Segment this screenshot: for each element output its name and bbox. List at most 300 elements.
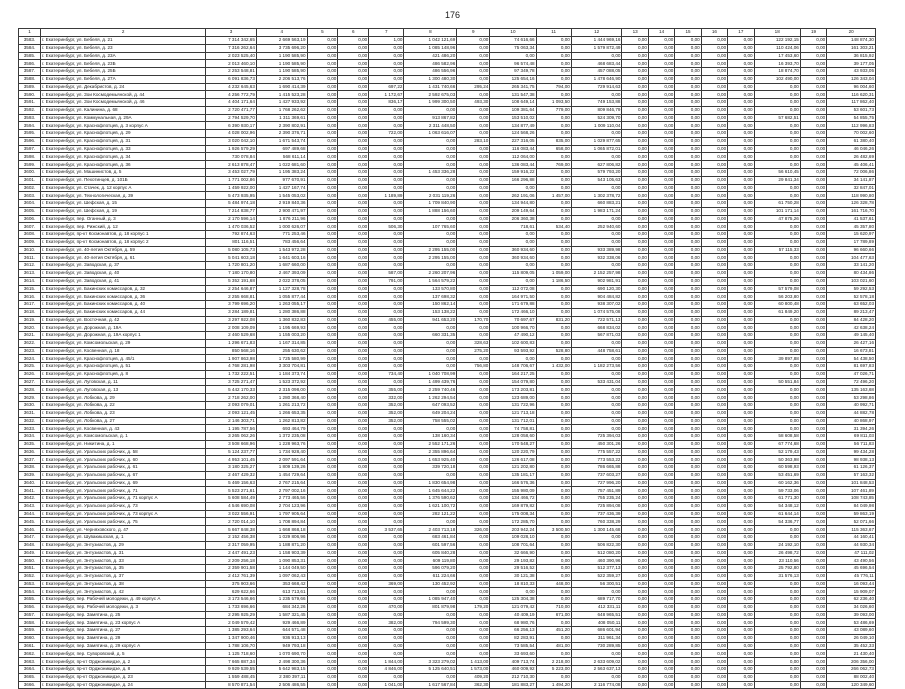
- amount-cell: 0,00: [622, 347, 648, 355]
- amount-cell: 775 557,22: [571, 448, 622, 456]
- amount-cell: 0,00: [457, 425, 490, 433]
- address-cell: г. Екатеринбург, ул. Шефская, д. 15: [41, 200, 206, 208]
- amount-cell: 0,00: [754, 347, 800, 355]
- amount-cell: 0,00: [675, 541, 701, 549]
- amount-cell: 1 478 646,90: [571, 75, 622, 83]
- amount-cell: 1 195 383,24: [256, 169, 307, 177]
- amount-cell: 0,00: [536, 254, 571, 262]
- amount-cell: 1 090 853,31: [256, 557, 307, 565]
- amount-cell: 794 599,30: [404, 619, 457, 627]
- table-row: [19, 207, 876, 215]
- address-cell: г. Екатеринбург, ул. Луговская, д. 13: [41, 386, 206, 394]
- amount-cell: 0,00: [369, 324, 404, 332]
- amount-cell: 2 797 002,16: [256, 487, 307, 495]
- table-row: [19, 130, 876, 138]
- amount-cell: 1 432,00: [536, 363, 571, 371]
- amount-cell: 0,00: [648, 68, 674, 76]
- amount-cell: 0,00: [369, 301, 404, 309]
- amount-cell: 1 983 171,24: [571, 207, 622, 215]
- amount-cell: 1 022 681,60: [256, 161, 307, 169]
- amount-cell: 50 363,98: [754, 456, 800, 464]
- amount-cell: 932 338,06: [571, 254, 622, 262]
- amount-cell: 0,00: [622, 106, 648, 114]
- amount-cell: 512 080,20: [571, 549, 622, 557]
- row-number-cell: 3638.: [19, 464, 41, 472]
- amount-cell: 0,00: [754, 262, 800, 270]
- row-number-cell: 3594.: [19, 122, 41, 130]
- amount-cell: 0,00: [307, 448, 338, 456]
- amount-cell: 1 830 654,98: [404, 479, 457, 487]
- address-cell: г. Екатеринбург, ул. Черняховского, д. 47: [41, 526, 206, 534]
- row-number-cell: 3642.: [19, 495, 41, 503]
- amount-cell: 131 712,01: [490, 417, 536, 425]
- amount-cell: 0,00: [622, 308, 648, 316]
- amount-cell: 4 256 772,79: [206, 91, 257, 99]
- amount-cell: 0,00: [675, 401, 701, 409]
- amount-cell: 2 460 529,68: [206, 332, 257, 340]
- amount-cell: 0,00: [622, 122, 648, 130]
- amount-cell: 84 428,20: [827, 316, 876, 324]
- amount-cell: 0,00: [307, 293, 338, 301]
- amount-cell: 2 097 591,64: [256, 456, 307, 464]
- amount-cell: 0,00: [754, 99, 800, 107]
- amount-cell: 0,00: [307, 378, 338, 386]
- amount-cell: 0,00: [369, 627, 404, 635]
- amount-cell: 455,00: [369, 316, 404, 324]
- amount-cell: 0,00: [338, 549, 369, 557]
- row-number-cell: 3595.: [19, 130, 41, 138]
- amount-cell: 0,00: [536, 60, 571, 68]
- amount-cell: 0,00: [754, 642, 800, 650]
- amount-cell: 0,00: [800, 549, 826, 557]
- row-number-cell: 3597.: [19, 145, 41, 153]
- amount-cell: 0,00: [622, 145, 648, 153]
- amount-cell: 0,00: [701, 277, 727, 285]
- amount-cell: 3 297 922,08: [206, 316, 257, 324]
- amount-cell: 126 343,04: [827, 75, 876, 83]
- amount-cell: 0,00: [701, 518, 727, 526]
- amount-cell: 108 649,14: [490, 99, 536, 107]
- row-number-cell: 3583.: [19, 37, 41, 45]
- table-row: [19, 106, 876, 114]
- amount-cell: 0,00: [800, 262, 826, 270]
- row-number-cell: 3655.: [19, 596, 41, 604]
- table-row: [19, 347, 876, 355]
- amount-cell: 1 671 543,74: [256, 137, 307, 145]
- amount-cell: 1 184 373,74: [256, 370, 307, 378]
- amount-cell: 0,00: [648, 433, 674, 441]
- page-number: 176: [444, 10, 461, 20]
- amount-cell: 0,00: [622, 526, 648, 534]
- amount-cell: 0,00: [622, 184, 648, 192]
- amount-cell: 0,00: [648, 262, 674, 270]
- amount-cell: 0,00: [622, 611, 648, 619]
- amount-cell: 0,00: [675, 44, 701, 52]
- amount-cell: 0,00: [338, 231, 369, 239]
- amount-cell: 0,00: [338, 301, 369, 309]
- table-row: [19, 456, 876, 464]
- amount-cell: 122 192,15: [754, 37, 800, 45]
- amount-cell: 212 710,30: [490, 673, 536, 681]
- amount-cell: 0,00: [536, 246, 571, 254]
- amount-cell: 93 593,92: [490, 347, 536, 355]
- amount-cell: 0,00: [728, 549, 754, 557]
- amount-cell: 0,00: [571, 184, 622, 192]
- amount-cell: 0,00: [800, 642, 826, 650]
- amount-cell: 0,00: [701, 627, 727, 635]
- amount-cell: 43 490,56: [827, 557, 876, 565]
- amount-cell: 0,00: [369, 642, 404, 650]
- amount-cell: 0,00: [675, 510, 701, 518]
- amount-cell: 0,00: [338, 658, 369, 666]
- amount-cell: 61 771,30: [754, 495, 800, 503]
- address-cell: г. Екатеринбург, ул. Краснофлотцев, д. 34: [41, 153, 206, 161]
- amount-cell: 18 874,70: [754, 68, 800, 76]
- amount-cell: 109 028,10: [490, 534, 536, 542]
- amount-cell: 0,00: [536, 596, 571, 604]
- amount-cell: 84 049,98: [827, 502, 876, 510]
- amount-cell: 0,00: [800, 650, 826, 658]
- amount-cell: 0,00: [338, 363, 369, 371]
- amount-cell: 1 470 036,52: [206, 223, 257, 231]
- amount-cell: 0,00: [307, 200, 338, 208]
- amount-cell: 0,00: [622, 417, 648, 425]
- amount-cell: 0,00: [338, 619, 369, 627]
- amount-cell: 0,00: [338, 184, 369, 192]
- amount-cell: 360 934,60: [490, 246, 536, 254]
- amount-cell: 1 280 368,40: [256, 394, 307, 402]
- amount-cell: 0,00: [622, 370, 648, 378]
- amount-cell: 686 601,94: [571, 627, 622, 635]
- amount-cell: 0,00: [648, 37, 674, 45]
- amount-cell: 0,00: [338, 114, 369, 122]
- amount-cell: 0,00: [800, 502, 826, 510]
- amount-cell: 0,00: [648, 642, 674, 650]
- amount-cell: 0,00: [338, 425, 369, 433]
- amount-cell: 0,00: [675, 603, 701, 611]
- amount-cell: 0,00: [728, 572, 754, 580]
- amount-cell: 1 733 696,66: [206, 603, 257, 611]
- row-number-cell: 3586.: [19, 60, 41, 68]
- amount-cell: 123 689,00: [490, 394, 536, 402]
- amount-cell: 66 256,13: [490, 627, 536, 635]
- amount-cell: 0,00: [536, 207, 571, 215]
- amount-cell: 0,00: [404, 642, 457, 650]
- amount-cell: 929 466,89: [256, 619, 307, 627]
- amount-cell: 121 079,42: [490, 603, 536, 611]
- amount-cell: 0,00: [536, 401, 571, 409]
- amount-cell: 1 617 567,84: [404, 681, 457, 689]
- amount-cell: 0,00: [457, 642, 490, 650]
- amount-cell: 0,00: [622, 634, 648, 642]
- amount-cell: 1 457,00: [536, 192, 571, 200]
- amount-cell: 0,00: [648, 145, 674, 153]
- amount-cell: 1 300 145,68: [571, 526, 622, 534]
- amount-cell: 0,00: [404, 673, 457, 681]
- amount-cell: 0,00: [404, 518, 457, 526]
- amount-cell: 850 568,16: [206, 347, 257, 355]
- table-row: [19, 541, 876, 549]
- amount-cell: 5 442 170,33: [206, 386, 257, 394]
- amount-cell: 0,00: [338, 611, 369, 619]
- amount-cell: 5 469 156,63: [206, 479, 257, 487]
- amount-cell: 0,00: [369, 588, 404, 596]
- amount-cell: 0,00: [728, 471, 754, 479]
- amount-cell: 50 551,84: [754, 378, 800, 386]
- table-row: [19, 254, 876, 262]
- amount-cell: 61 380,40: [827, 137, 876, 145]
- amount-cell: 0,00: [457, 401, 490, 409]
- amount-cell: 0,00: [648, 99, 674, 107]
- amount-cell: 0,00: [338, 269, 369, 277]
- address-cell: г. Екатеринбург, пер. Рабочей молодежи, д. 49 корпус А: [41, 596, 206, 604]
- amount-cell: 0,00: [404, 347, 457, 355]
- amount-cell: 0,00: [536, 153, 571, 161]
- amount-cell: 2 773 465,56: [256, 495, 307, 503]
- amount-cell: 0,00: [457, 293, 490, 301]
- amount-cell: 658,00: [536, 145, 571, 153]
- column-number-4: 4: [256, 29, 307, 37]
- amount-cell: 54 855,75: [827, 114, 876, 122]
- amount-cell: 54 348,12: [754, 502, 800, 510]
- table-row: [19, 440, 876, 448]
- amount-cell: 0,00: [457, 277, 490, 285]
- address-cell: г. Екатеринбург, ул. Краснофлотцев, д. 29: [41, 130, 206, 138]
- amount-cell: 15 909,07: [827, 588, 876, 596]
- amount-cell: 36 815,92: [827, 52, 876, 60]
- amount-cell: 0,00: [457, 308, 490, 316]
- amount-cell: 1 311 369,61: [256, 114, 307, 122]
- amount-cell: 0,00: [800, 658, 826, 666]
- amount-cell: 0,00: [338, 83, 369, 91]
- amount-cell: 0,00: [307, 487, 338, 495]
- amount-cell: 0,00: [622, 658, 648, 666]
- amount-cell: 0,00: [622, 83, 648, 91]
- address-cell: г. Екатеринбург, ул. Краснофлотцев, д. 45/1: [41, 355, 206, 363]
- amount-cell: 0,00: [457, 262, 490, 270]
- amount-cell: 0,00: [622, 223, 648, 231]
- amount-cell: 0,00: [622, 52, 648, 60]
- table-row: [19, 262, 876, 270]
- address-cell: г. Екатеринбург, ул. Бебеля, д. 23А: [41, 52, 206, 60]
- table-row: [19, 611, 876, 619]
- amount-cell: 0,00: [622, 363, 648, 371]
- amount-cell: 0,00: [675, 83, 701, 91]
- amount-cell: 0,00: [622, 440, 648, 448]
- amount-cell: 0,00: [338, 440, 369, 448]
- amount-cell: 0,00: [728, 409, 754, 417]
- amount-cell: 1 427 167,74: [256, 184, 307, 192]
- amount-cell: 0,00: [800, 378, 826, 386]
- amount-cell: 3 022 556,91: [206, 510, 257, 518]
- amount-cell: 0,00: [754, 316, 800, 324]
- amount-cell: 0,00: [457, 394, 490, 402]
- amount-cell: 2 592 675,03: [404, 91, 457, 99]
- amount-cell: 203 942,24: [490, 526, 536, 534]
- amount-cell: 0,00: [338, 68, 369, 76]
- amount-cell: 0,00: [536, 541, 571, 549]
- amount-cell: 0,00: [701, 184, 727, 192]
- amount-cell: 0,00: [307, 37, 338, 45]
- address-cell: г. Екатеринбург, пр-кт Орджоникидзе, д. 23: [41, 673, 206, 681]
- amount-cell: 70 697,67: [490, 316, 536, 324]
- amount-cell: 0,00: [457, 106, 490, 114]
- amount-cell: 0,00: [675, 363, 701, 371]
- amount-cell: 0,00: [648, 75, 674, 83]
- address-cell: г. Екатеринбург, пер. Замятина, д. 23 корпус А: [41, 619, 206, 627]
- amount-cell: 0,00: [675, 332, 701, 340]
- amount-cell: 0,00: [701, 596, 727, 604]
- amount-cell: 1 523 372,92: [256, 378, 307, 386]
- amount-cell: 0,00: [648, 285, 674, 293]
- amount-cell: 0,00: [338, 308, 369, 316]
- amount-cell: 0,00: [307, 60, 338, 68]
- address-cell: г. Екатеринбург, ул. Лобкова, д. 27: [41, 417, 206, 425]
- amount-cell: 0,00: [728, 277, 754, 285]
- amount-cell: 0,00: [701, 650, 727, 658]
- amount-cell: 0,00: [307, 681, 338, 689]
- amount-cell: 0,00: [648, 169, 674, 177]
- amount-cell: 15 620,97: [827, 231, 876, 239]
- amount-cell: 0,00: [622, 262, 648, 270]
- table-row: [19, 169, 876, 177]
- amount-cell: 0,00: [800, 479, 826, 487]
- row-number-cell: 3600.: [19, 169, 41, 177]
- row-number-cell: 3645.: [19, 518, 41, 526]
- table-row: [19, 409, 876, 417]
- amount-cell: 102 490,00: [754, 75, 800, 83]
- amount-cell: 26 482,69: [827, 153, 876, 161]
- amount-cell: 0,00: [536, 52, 571, 60]
- amount-cell: 0,00: [800, 627, 826, 635]
- amount-cell: 0,00: [457, 634, 490, 642]
- amount-cell: 0,00: [701, 580, 727, 588]
- amount-cell: 0,00: [457, 557, 490, 565]
- amount-cell: 0,00: [307, 526, 338, 534]
- amount-cell: 0,00: [457, 200, 490, 208]
- amount-cell: 0,00: [307, 145, 338, 153]
- amount-cell: 0,00: [800, 153, 826, 161]
- amount-cell: 0,00: [307, 301, 338, 309]
- row-number-cell: 3617.: [19, 301, 41, 309]
- table-row: [19, 145, 876, 153]
- row-number-cell: 3646.: [19, 526, 41, 534]
- amount-cell: 5 642 983,15: [256, 666, 307, 674]
- amount-cell: 2 023 525,40: [206, 52, 257, 60]
- amount-cell: 0,00: [622, 44, 648, 52]
- amount-cell: 0,00: [728, 308, 754, 316]
- amount-cell: 118 990,80: [827, 192, 876, 200]
- amount-cell: 1 888 156,60: [404, 207, 457, 215]
- amount-cell: 112 064,00: [490, 153, 536, 161]
- table-row: [19, 370, 876, 378]
- table-row: [19, 565, 876, 573]
- address-cell: г. Екатеринбург, ул. Дорожная, д. 19А корпус 1: [41, 332, 206, 340]
- amount-cell: 1 063 616,07: [404, 130, 457, 138]
- amount-cell: 0,00: [622, 464, 648, 472]
- column-number-row: [19, 29, 876, 37]
- amount-cell: 0,00: [675, 231, 701, 239]
- amount-cell: 0,00: [307, 456, 338, 464]
- amount-cell: 0,00: [307, 223, 338, 231]
- amount-cell: 0,00: [338, 603, 369, 611]
- amount-cell: 1 708 894,84: [256, 518, 307, 526]
- amount-cell: 627 806,82: [571, 161, 622, 169]
- amount-cell: 0,00: [307, 324, 338, 332]
- amount-cell: 512 377,13: [571, 565, 622, 573]
- amount-cell: 0,00: [754, 339, 800, 347]
- address-cell: г. Екатеринбург, ул. Бебеля, д. 27А: [41, 75, 206, 83]
- amount-cell: 0,00: [622, 37, 648, 45]
- row-number-cell: 3602.: [19, 184, 41, 192]
- amount-cell: 524 309,70: [571, 114, 622, 122]
- amount-cell: 0,00: [728, 627, 754, 635]
- amount-cell: 125 654,16: [490, 75, 536, 83]
- amount-cell: 0,00: [728, 145, 754, 153]
- amount-cell: 0,00: [307, 184, 338, 192]
- amount-cell: 0,00: [675, 417, 701, 425]
- row-number-cell: 3657.: [19, 611, 41, 619]
- amount-cell: 0,00: [571, 262, 622, 270]
- amount-cell: 0,00: [369, 106, 404, 114]
- amount-cell: 0,00: [800, 37, 826, 45]
- amount-cell: 0,00: [457, 269, 490, 277]
- row-number-cell: 3654.: [19, 588, 41, 596]
- amount-cell: 0,00: [728, 293, 754, 301]
- amount-cell: 0,00: [800, 355, 826, 363]
- amount-cell: 718,61: [490, 223, 536, 231]
- amount-cell: 757 451,89: [571, 487, 622, 495]
- table-row: [19, 603, 876, 611]
- amount-cell: 0,00: [307, 207, 338, 215]
- amount-cell: 0,00: [701, 673, 727, 681]
- row-number-cell: 3585.: [19, 52, 41, 60]
- amount-cell: 457 088,05: [571, 68, 622, 76]
- amount-cell: 0,00: [307, 611, 338, 619]
- amount-cell: 0,00: [307, 355, 338, 363]
- amount-cell: 1 907 863,98: [206, 355, 257, 363]
- amount-cell: 0,00: [490, 184, 536, 192]
- amount-cell: 7 180 170,80: [206, 269, 257, 277]
- amount-cell: 0,00: [457, 301, 490, 309]
- amount-cell: 933 389,98: [571, 246, 622, 254]
- table-row: [19, 246, 876, 254]
- amount-cell: 0,00: [622, 75, 648, 83]
- amount-cell: 128 058,60: [490, 433, 536, 441]
- amount-cell: 0,00: [338, 91, 369, 99]
- row-number-cell: 3629.: [19, 394, 41, 402]
- amount-cell: 0,00: [701, 285, 727, 293]
- amount-cell: 755 235,24: [571, 495, 622, 503]
- amount-cell: 0,00: [800, 580, 826, 588]
- amount-cell: 697 489,68: [256, 145, 307, 153]
- amount-cell: 0,00: [338, 541, 369, 549]
- amount-cell: 24 192,10: [754, 541, 800, 549]
- table-row: [19, 269, 876, 277]
- amount-cell: 59 733,06: [754, 487, 800, 495]
- amount-cell: 0,00: [404, 106, 457, 114]
- amount-cell: 0,00: [701, 549, 727, 557]
- amount-cell: 339 720,18: [404, 464, 457, 472]
- amount-cell: 0,00: [536, 549, 571, 557]
- amount-cell: 3 303 704,81: [256, 363, 307, 371]
- amount-cell: 74 616,66: [490, 37, 536, 45]
- row-number-cell: 3631.: [19, 409, 41, 417]
- amount-cell: 29 841,34: [754, 176, 800, 184]
- amount-cell: 801 879,98: [404, 603, 457, 611]
- amount-cell: 0,00: [622, 246, 648, 254]
- amount-cell: 1 797 905,64: [256, 510, 307, 518]
